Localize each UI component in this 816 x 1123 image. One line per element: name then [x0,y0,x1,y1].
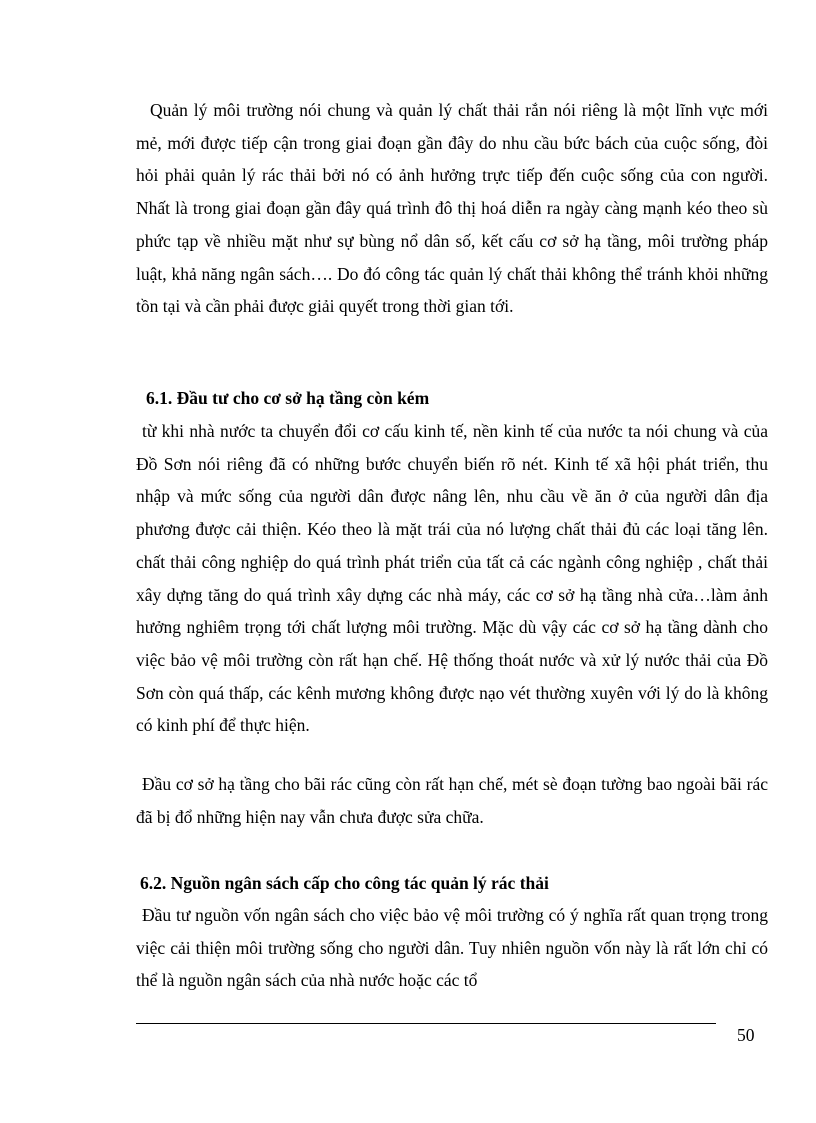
page-number: 50 [737,1025,755,1045]
page-content [136,94,768,991]
section-6-1-paragraph-2: Đầu cơ sở hạ tầng cho bãi rác cũng còn rất hạn chế, mét sè đoạn tường bao ngoài bãi rác đã bị đổ những hiện nay vẫn chưa được sửa chữa. [136,774,768,827]
section-6-1-paragraph-1: từ khi nhà nước ta chuyển đổi cơ cấu kinh tế, nền kinh tế của nước ta nói chung và của Đồ Sơn nói riêng đã có những bước chuyển biến rõ nét. Kinh tế xã hội phát triển, thu nhập và mức sống của người dân được nâng lên, nhu cầu về ăn ở của người dân địa phương được cải thiện. Kéo theo là mặt trái của nó lượng chất thải đủ các loại tăng lên. chất thải công nghiệp do quá trình phát triển của tất cả các ngành công nghiệp , chất thải xây dựng tăng do quá trình xây dựng các nhà máy, các cơ sở hạ tầng nhà cửa…làm ảnh hưởng nghiêm trọng tới chất lượng môi trường. Mặc dù vậy các cơ sở hạ tầng dành cho việc bảo vệ môi trường còn rất hạn chế. Hệ thống thoát nước và xử lý nước thải của Đồ Sơn còn quá thấp, các kênh mương không được nạo vét thường xuyên với lý do là không có kinh phí để thực hiện. [136,421,768,736]
footer-divider [136,1023,716,1024]
section-heading-6-1: 6.1. Đầu tư cho cơ sở hạ tầng còn kém [146,388,430,408]
section-heading-6-2: 6.2. Nguồn ngân sách cấp cho công tác quản lý rác thải [140,873,549,893]
section-6-2-paragraph-1: Đầu tư nguồn vốn ngân sách cho việc bảo vệ môi trường có ý nghĩa rất quan trọng trong việc cải thiện môi trường sống cho người dân. Tuy nhiên nguồn vốn này là rất lớn chỉ có thể là nguồn ngân sách của nhà nước hoặc các tổ [136,905,768,991]
intro-paragraph: Quản lý môi trường nói chung và quản lý chất thải rắn nói riêng là một lĩnh vực mới mẻ, mới được tiếp cận trong giai đoạn gần đây do nhu cầu bức bách của cuộc sống, đòi hỏi phải quản lý rác thải bởi nó có ảnh hưởng trực tiếp đến cuộc sống của con người. Nhất là trong giai đoạn gần đây quá trình đô thị hoá diễn ra ngày càng mạnh kéo theo sù phức tạp về nhiều mặt như sự bùng nổ dân số, kết cấu cơ sở hạ tầng, môi trường pháp luật, khả năng ngân sách…. Do đó công tác quản lý chất thải không thể tránh khỏi những tồn tại và cần phải được giải quyết trong thời gian tới. [136,100,768,317]
